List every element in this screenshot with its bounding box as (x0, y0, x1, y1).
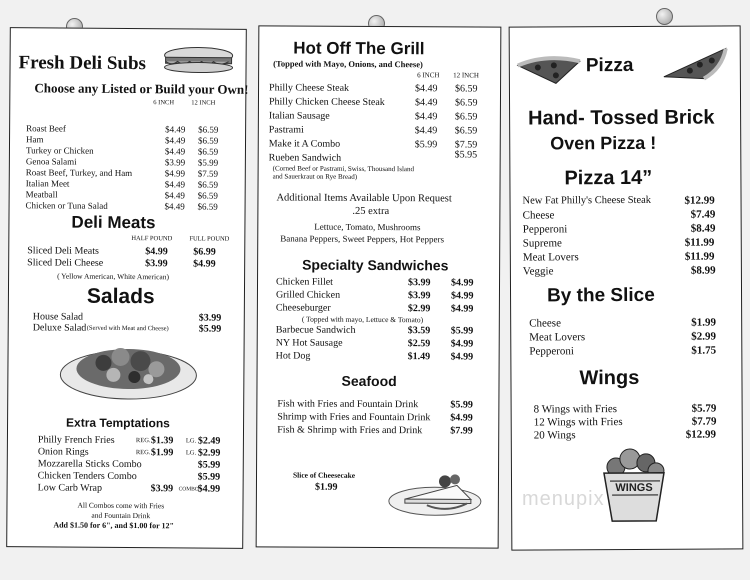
list-item: Hot Dog $1.49 $4.99 (275, 350, 474, 363)
panel-title: Pizza (585, 54, 634, 77)
list-item: Cheese $7.49 (522, 208, 716, 222)
cheesecake-price: $1.99 (314, 481, 338, 493)
deli-meats-heading: Deli Meats (71, 212, 156, 233)
pushpin (656, 8, 673, 25)
combo-note: and Fountain Drink (91, 510, 151, 521)
col-header-6-inch: 6 INCH (153, 99, 175, 107)
col-header-12-inch: 12 INCH (191, 99, 216, 107)
list-item: Chicken Tenders Combo $5.99 (37, 470, 221, 483)
extra-price: .25 extra (352, 205, 390, 218)
extras-list (8, 434, 243, 495)
list-item: Sliced Deli Meats $4.99 $6.99 (27, 245, 216, 258)
panel-subtitle: (Topped with Mayo, Onions, and Cheese) (273, 58, 423, 70)
list-item: Italian Meet $4.49 $6.59 (25, 178, 219, 190)
seafood-heading: Seafood (341, 372, 397, 390)
extra-temptations-heading: Extra Temptations (66, 415, 170, 431)
pizza-slice-icon (660, 44, 730, 80)
wings-bucket-image (598, 447, 670, 523)
list-item: Supreme $11.99 (522, 236, 715, 250)
panel-subtitle: Choose any Listed or Build your Own! (34, 80, 249, 97)
list-item: Grilled Chicken $3.99 $4.99 (275, 289, 474, 302)
wings-heading: Wings (579, 366, 640, 390)
panel-title: Hot Off The Grill (293, 38, 425, 59)
list-item: Meat Lovers $11.99 (522, 250, 715, 264)
list-item: Meat Lovers $2.99 (529, 330, 717, 344)
salads-heading: Salads (86, 284, 155, 309)
additional-items: Additional Items Available Upon Request (276, 192, 452, 205)
pizza-list (511, 194, 741, 278)
hand-tossed-heading: Hand- Tossed Brick (528, 106, 715, 130)
rueben-note: (Corned Beef or Pastrami, Swiss, Thousand Island (272, 164, 415, 174)
list-item: 12 Wings with Fries $7.79 (533, 415, 717, 429)
list-item: Ham $4.49 $6.59 (26, 134, 219, 146)
list-item: Sliced Deli Cheese $3.99 $4.99 (27, 257, 216, 270)
list-item: Turkey or Chicken $4.49 $6.59 (25, 145, 219, 157)
col-header-12-inch: 12 INCH (453, 71, 480, 80)
list-item: Philly Cheese Steak $4.49 $6.59 (269, 82, 478, 95)
list-item: Meatball $4.49 $6.59 (25, 189, 218, 201)
grill-panel (256, 25, 502, 548)
list-item: 8 Wings with Fries $5.79 (533, 402, 717, 416)
cheeseburger-note: ( Topped with mayo, Lettuce & Tomato) (301, 314, 424, 325)
list-item: Pepperoni $1.75 (529, 344, 717, 358)
list-item: Mozzarella Sticks Combo $5.99 (37, 458, 221, 471)
list-item: Deluxe Salad (Served with Meat and Cheese) $5.99 (32, 322, 222, 335)
deli-subs-panel (6, 27, 247, 549)
list-item: Barbecue Sandwich $3.59 $5.99 (275, 324, 474, 337)
col-header-6-inch: 6 INCH (417, 71, 440, 80)
specialty-list (258, 324, 499, 363)
rueben-note: and Sauerkraut on Rye Bread) (272, 172, 358, 181)
toppings: Banana Peppers, Sweet Peppers, Hot Peppers (280, 233, 444, 245)
list-item: Philly French Fries REG. $1.39 LG. $2.49 (37, 434, 221, 447)
col-header-half-pound: HALF POUND (131, 235, 173, 243)
list-item: Shrimp with Fries and Fountain Drink $4.99 (277, 411, 473, 424)
oven-pizza-heading: Oven Pizza ! (550, 132, 657, 154)
list-item: Genoa Salami $3.99 $5.99 (25, 156, 219, 168)
list-item: Cheeseburger $2.99 $4.99 (275, 302, 474, 315)
list-item: Roast Beef $4.49 $6.59 (26, 123, 219, 135)
subs-list (10, 123, 245, 212)
list-item: Onion Rings REG. $1.99 LG. $2.99 (37, 446, 221, 459)
salad-image (58, 335, 198, 402)
cheesecake-image (387, 455, 483, 518)
col-header-full-pound: FULL POUND (189, 235, 230, 243)
specialty-heading: Specialty Sandwiches (302, 256, 449, 274)
deli-note: ( Yellow American, White American) (57, 271, 170, 282)
list-item: Veggie $8.99 (522, 264, 716, 278)
list-item: Rueben Sandwich $5.95 (268, 149, 478, 164)
list-item: Fish with Fries and Fountain Drink $5.99 (277, 398, 473, 411)
pizza-14-heading: Pizza 14” (564, 166, 653, 190)
sub-sandwich-image (162, 45, 234, 76)
slice-list (511, 316, 741, 358)
toppings: Lettuce, Tomato, Mushrooms (314, 221, 421, 233)
list-item: Italian Sausage $4.49 $6.59 (268, 110, 478, 123)
seafood-list (257, 398, 498, 437)
list-item: 20 Wings $12.99 (533, 428, 717, 442)
list-item: Low Carb Wrap $3.99 COMBO $4.99 (37, 482, 221, 495)
list-item: Roast Beef, Turkey, and Ham $4.99 $7.59 (25, 167, 219, 179)
list-item: Cheese $1.99 (529, 316, 716, 330)
list-item: Pepperoni $8.49 (522, 222, 716, 236)
combo-note: All Combos come with Fries (77, 500, 165, 511)
pizza-slice-icon (516, 51, 582, 85)
list-item: New Fat Philly's Cheese Steak $12.99 (522, 194, 715, 207)
list-item: Fish & Shrimp with Fries and Drink $7.99 (277, 424, 473, 437)
wings-list (512, 402, 742, 442)
list-item: Chicken Fillet $3.99 $4.99 (275, 276, 474, 289)
list-item: Pastrami $4.49 $6.59 (268, 124, 478, 137)
grill-list (259, 82, 500, 164)
list-item: NY Hot Sausage $2.59 $4.99 (275, 337, 474, 350)
list-item: House Salad $3.99 (32, 311, 222, 324)
watermark: menupix (522, 488, 605, 510)
list-item: Chicken or Tuna Salad $4.49 $6.59 (25, 200, 218, 212)
by-the-slice-heading: By the Slice (546, 284, 655, 307)
cheesecake-label: Slice of Cheesecake (292, 470, 356, 480)
wings-bucket-label: WINGS (615, 481, 653, 495)
panel-title: Fresh Deli Subs (18, 52, 147, 75)
combo-note: Add $1.50 for 6", and $1.00 for 12" (53, 520, 174, 531)
list-item: Philly Chicken Cheese Steak $4.49 $6.59 (268, 96, 478, 109)
specialty-list (258, 276, 499, 315)
list-item: Make it A Combo $5.99 $7.59 (268, 138, 478, 151)
pizza-panel (509, 25, 744, 550)
